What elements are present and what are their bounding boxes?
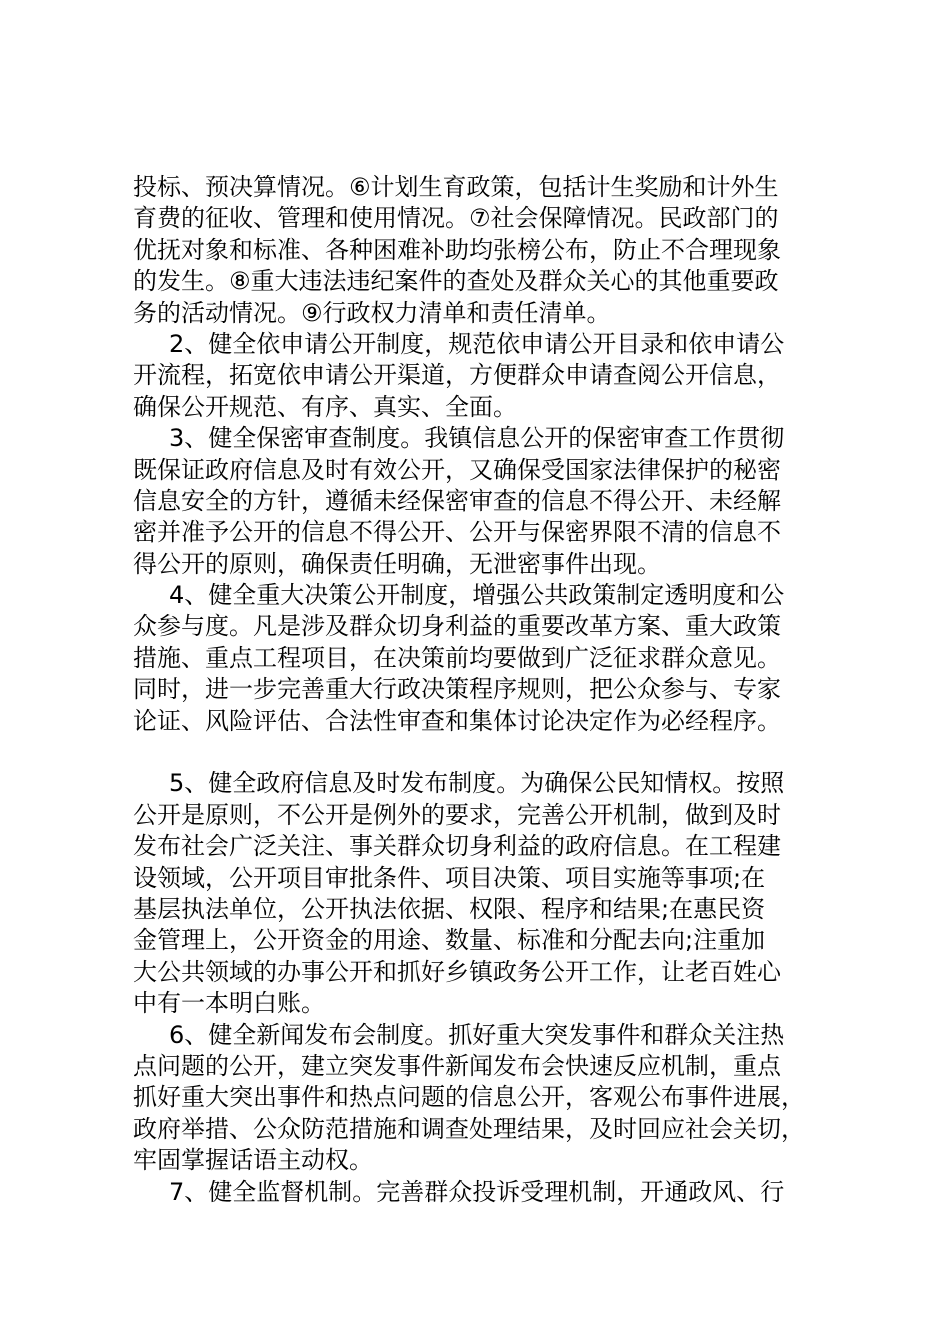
paragraph-2-start: 2、健全依申请公开制度，规范依申请公开目录和依申请公 <box>169 329 785 358</box>
text-line: 众参与度。凡是涉及群众切身利益的重要改革方案、重大政策 <box>133 612 781 641</box>
text-line: 既保证政府信息及时有效公开，又确保受国家法律保护的秘密 <box>133 455 781 484</box>
text-line: 务的活动情况。⑨行政权力清单和责任清单。 <box>133 298 611 327</box>
text-line: 政府举措、公众防范措施和调查处理结果，及时回应社会关切， <box>133 1114 805 1143</box>
paragraph-3-start: 3、健全保密审查制度。我镇信息公开的保密审查工作贯彻 <box>169 424 785 453</box>
text-line: 得公开的原则，确保责任明确，无泄密事件出现。 <box>133 549 661 578</box>
document-body <box>133 172 823 1208</box>
text-line: 设领域，公开项目审批条件、项目决策、项目实施等事项;在 <box>133 863 766 892</box>
paragraph-gap <box>133 737 823 768</box>
text-line: 抓好重大突出事件和热点问题的信息公开，客观公布事件进展， <box>133 1083 805 1112</box>
text-line: 确保公开规范、有序、真实、全面。 <box>133 392 517 421</box>
text-line: 论证、风险评估、合法性审查和集体讨论决定作为必经程序。 <box>133 706 781 735</box>
text-line: 优抚对象和标准、各种困难补助均张榜公布，防止不合理现象 <box>133 235 781 264</box>
text-line: 大公共领域的办事公开和抓好乡镇政务公开工作，让老百姓心 <box>133 957 781 986</box>
text-line: 措施、重点工程项目，在决策前均要做到广泛征求群众意见。 <box>133 643 781 672</box>
text-line: 育费的征收、管理和使用情况。⑦社会保障情况。民政部门的 <box>133 204 779 233</box>
text-line: 密并准予公开的信息不得公开、公开与保密界限不清的信息不 <box>133 518 781 547</box>
text-line: 基层执法单位，公开执法依据、权限、程序和结果;在惠民资 <box>133 894 766 923</box>
paragraph-5-start: 5、健全政府信息及时发布制度。为确保公民知情权。按照 <box>169 769 785 798</box>
text-line: 中有一本明白账。 <box>133 989 325 1018</box>
text-line: 信息安全的方针，遵循未经保密审查的信息不得公开、未经解 <box>133 486 781 515</box>
text-line: 开流程，拓宽依申请公开渠道，方便群众申请查阅公开信息， <box>133 361 781 390</box>
text-line: 公开是原则，不公开是例外的要求，完善公开机制，做到及时 <box>133 800 781 829</box>
text-line: 牢固掌握话语主动权。 <box>133 1146 373 1175</box>
paragraph-6-start: 6、健全新闻发布会制度。抓好重大突发事件和群众关注热 <box>169 1020 785 1049</box>
text-line: 点问题的公开，建立突发事件新闻发布会快速反应机制，重点 <box>133 1051 781 1080</box>
text-line: 同时，进一步完善重大行政决策程序规则，把公众参与、专家 <box>133 675 781 704</box>
text-line: 投标、预决算情况。⑥计划生育政策，包括计生奖励和计外生 <box>133 173 779 201</box>
paragraph-7-start: 7、健全监督机制。完善群众投诉受理机制，开通政风、行 <box>169 1177 785 1206</box>
text-line: 的发生。⑧重大违法违纪案件的查处及群众关心的其他重要政 <box>133 267 779 296</box>
paragraph-4-start: 4、健全重大决策公开制度，增强公共政策制定透明度和公 <box>169 581 785 610</box>
text-line: 发布社会广泛关注、事关群众切身利益的政府信息。在工程建 <box>133 832 781 861</box>
text-line: 金管理上，公开资金的用途、数量、标准和分配去向;注重加 <box>133 926 766 955</box>
